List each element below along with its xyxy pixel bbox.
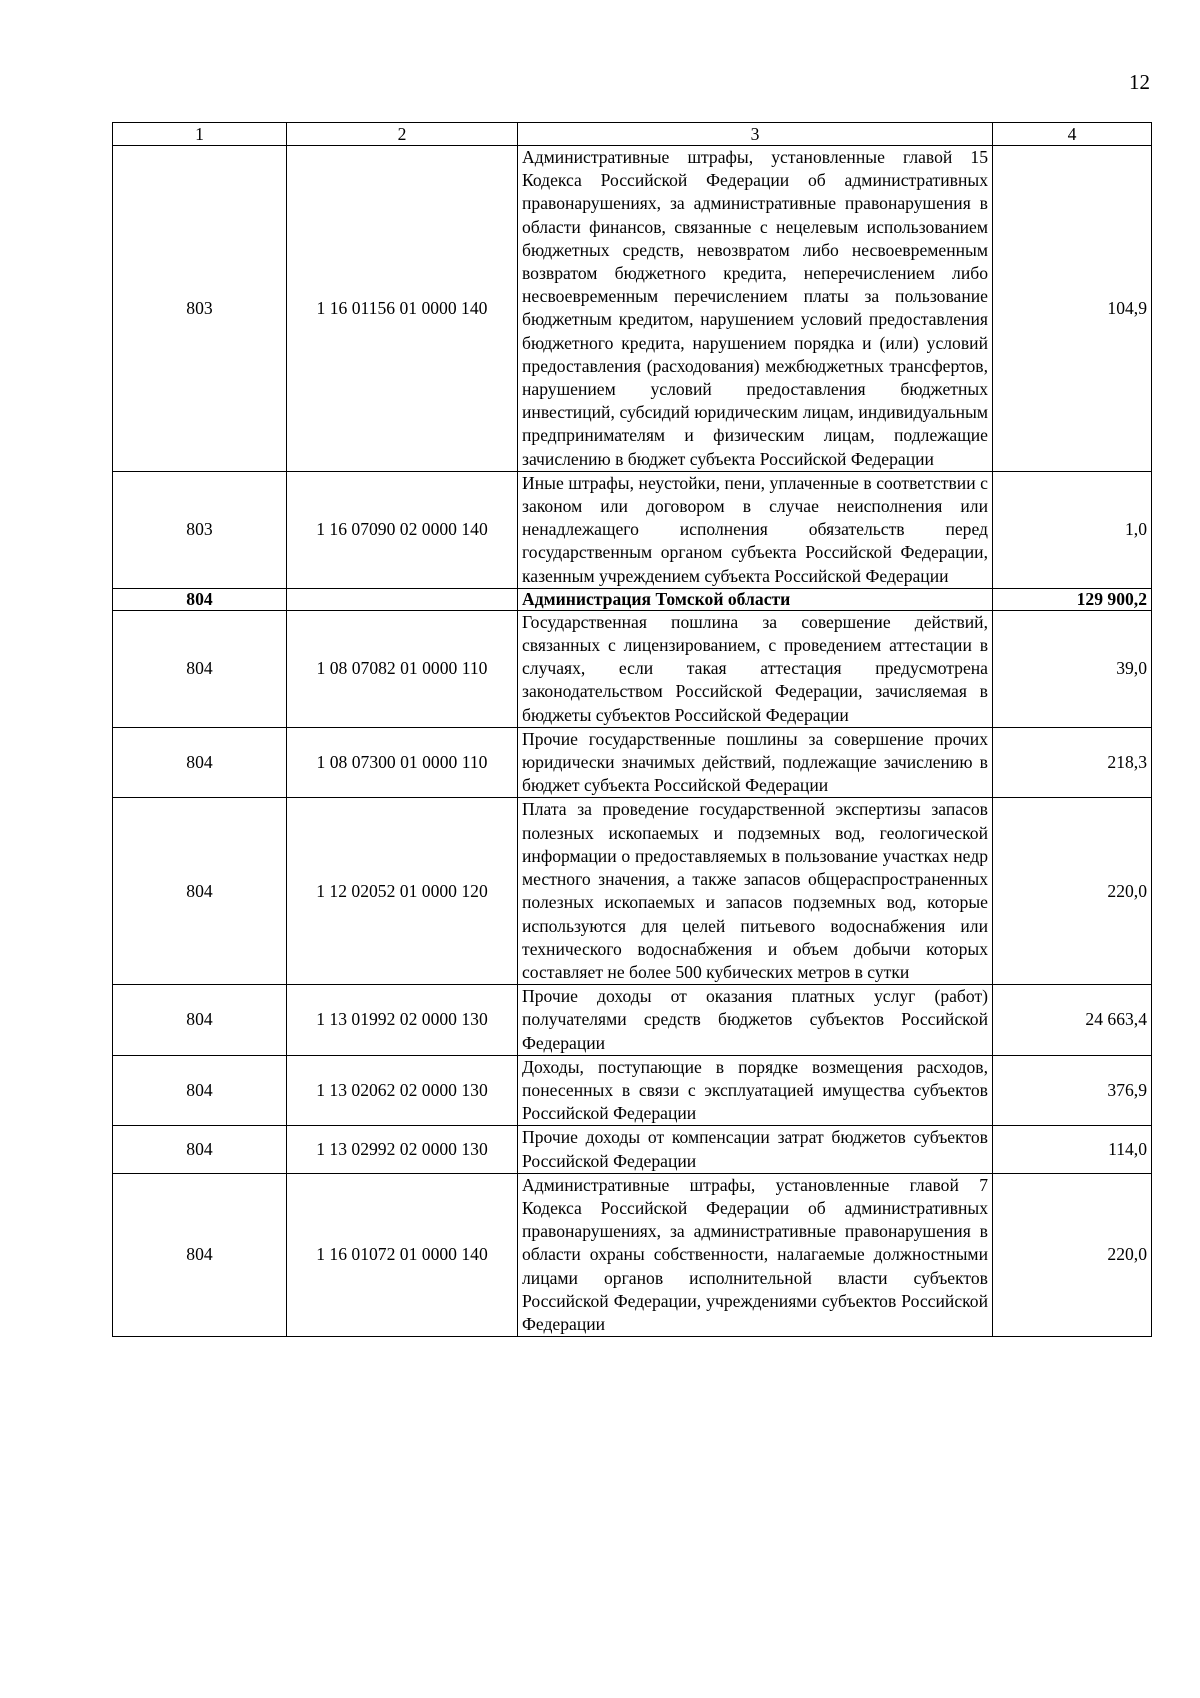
table-row — [113, 1173, 1152, 1336]
revenue-name-cell: Административные штрафы, установленные главой 15 Кодекса Российской Федерации об административных правонарушениях, за административные правонарушения в области финансов, связанные с нецелевым использованием бюджетных средств, невозвратом либо несвоевременным возвратом бюджетного кредита, неперечислением либо несвоевременным перечислением платы за пользование бюджетным кредитом, нарушением условий предоставления бюджетного кредита, нарушением порядка и (или) условий предоставления (расходования) межбюджетных трансфертов, нарушением условий предоставления бюджетных инвестиций, субсидий юридическим лицам, индивидуальным предпринимателям и физическим лицам, подлежащие зачислению в бюджет субъекта Российской Федерации — [518, 146, 993, 472]
table-row — [113, 727, 1152, 798]
amount-cell: 114,0 — [993, 1126, 1152, 1173]
amount-cell: 39,0 — [993, 610, 1152, 727]
admin-code-cell: 804 — [113, 1055, 287, 1126]
revenue-code-cell — [287, 588, 518, 610]
column-header: 4 — [993, 123, 1152, 146]
amount-cell: 220,0 — [993, 798, 1152, 985]
table-row — [113, 985, 1152, 1056]
revenue-name-cell: Прочие доходы от оказания платных услуг (работ) получателями средств бюджетов субъектов Российской Федерации — [518, 985, 993, 1056]
revenue-name-cell: Прочие доходы от компенсации затрат бюджетов субъектов Российской Федерации — [518, 1126, 993, 1173]
revenue-name-cell: Государственная пошлина за совершение действий, связанных с лицензированием, с проведением аттестации в случаях, если такая аттестация предусмотрена законодательством Российской Федерации, зачисляемая в бюджеты субъектов Российской Федерации — [518, 610, 993, 727]
revenue-code-cell: 1 13 01992 02 0000 130 — [287, 985, 518, 1056]
administrator-name-cell: Администрация Томской области — [518, 588, 993, 610]
table-row — [113, 610, 1152, 727]
admin-code-cell: 804 — [113, 1126, 287, 1173]
revenue-code-cell: 1 08 07082 01 0000 110 — [287, 610, 518, 727]
revenue-name-cell: Административные штрафы, установленные главой 7 Кодекса Российской Федерации об административных правонарушениях, за административные правонарушения в области охраны собственности, налагаемые должностными лицами органов исполнительной власти субъектов Российской Федерации, учреждениями субъектов Российской Федерации — [518, 1173, 993, 1336]
revenue-name-cell: Прочие государственные пошлины за совершение прочих юридически значимых действий, подлежащие зачислению в бюджет субъекта Российской Федерации — [518, 727, 993, 798]
admin-code-cell: 803 — [113, 146, 287, 472]
amount-cell: 218,3 — [993, 727, 1152, 798]
table-row — [113, 798, 1152, 985]
amount-cell: 220,0 — [993, 1173, 1152, 1336]
admin-code-cell: 804 — [113, 798, 287, 985]
column-header: 2 — [287, 123, 518, 146]
revenue-code-cell: 1 16 07090 02 0000 140 — [287, 471, 518, 588]
revenue-code-cell: 1 13 02992 02 0000 130 — [287, 1126, 518, 1173]
revenue-name-cell: Доходы, поступающие в порядке возмещения расходов, понесенных в связи с эксплуатацией имущества субъектов Российской Федерации — [518, 1055, 993, 1126]
amount-cell: 376,9 — [993, 1055, 1152, 1126]
amount-cell: 24 663,4 — [993, 985, 1152, 1056]
revenue-code-cell: 1 16 01072 01 0000 140 — [287, 1173, 518, 1336]
revenue-name-cell: Иные штрафы, неустойки, пени, уплаченные в соответствии с законом или договором в случае неисполнения или ненадлежащего исполнения обязательств перед государственным органом субъекта Российской Федерации, казенным учреждением субъекта Российской Федерации — [518, 471, 993, 588]
revenue-code-cell: 1 12 02052 01 0000 120 — [287, 798, 518, 985]
admin-code-cell: 804 — [113, 727, 287, 798]
table-row — [113, 146, 1152, 472]
page-number: 12 — [1129, 70, 1150, 94]
revenue-table — [112, 122, 1152, 1337]
group-total-cell: 129 900,2 — [993, 588, 1152, 610]
admin-code-cell: 804 — [113, 588, 287, 610]
amount-cell: 1,0 — [993, 471, 1152, 588]
revenue-code-cell: 1 16 01156 01 0000 140 — [287, 146, 518, 472]
revenue-code-cell: 1 13 02062 02 0000 130 — [287, 1055, 518, 1126]
column-header: 3 — [518, 123, 993, 146]
admin-code-cell: 804 — [113, 985, 287, 1056]
table-header-row — [113, 123, 1152, 146]
table-row — [113, 471, 1152, 588]
table-row — [113, 1126, 1152, 1173]
admin-code-cell: 804 — [113, 610, 287, 727]
admin-code-cell: 804 — [113, 1173, 287, 1336]
admin-code-cell: 803 — [113, 471, 287, 588]
administrator-group-row — [113, 588, 1152, 610]
table-row — [113, 1055, 1152, 1126]
revenue-code-cell: 1 08 07300 01 0000 110 — [287, 727, 518, 798]
revenue-name-cell: Плата за проведение государственной экспертизы запасов полезных ископаемых и подземных вод, геологической информации о предоставляемых в пользование участках недр местного значения, а также запасов общераспространенных полезных ископаемых и запасов подземных вод, которые используются для целей питьевого водоснабжения или технического водоснабжения и объем добычи которых составляет не более 500 кубических метров в сутки — [518, 798, 993, 985]
column-header: 1 — [113, 123, 287, 146]
amount-cell: 104,9 — [993, 146, 1152, 472]
